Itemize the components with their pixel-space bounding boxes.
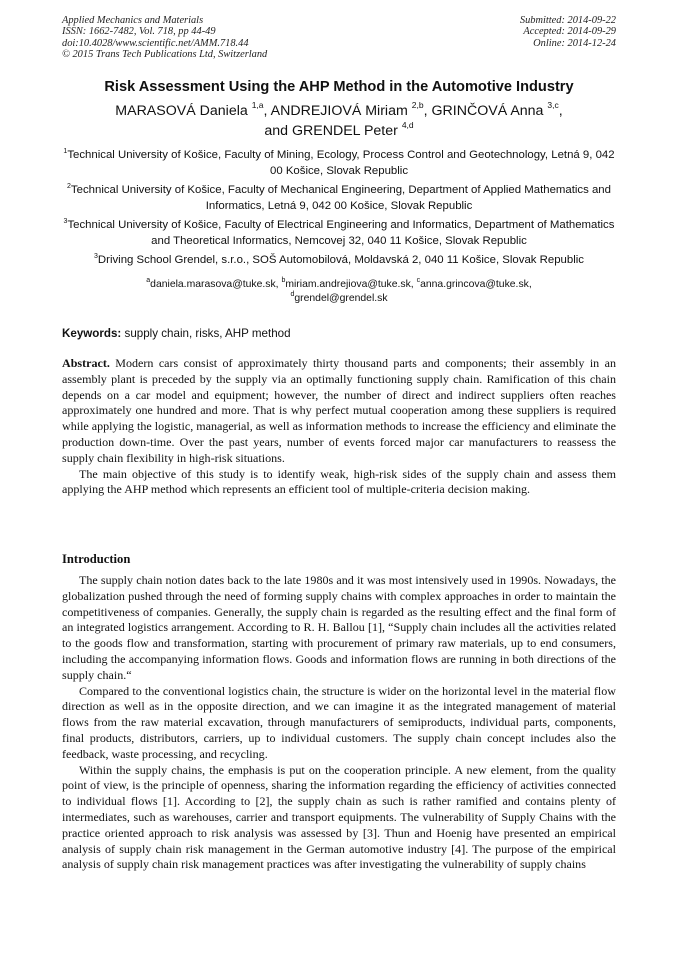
submission-dates xyxy=(356,15,616,49)
author-name: GRINČOVÁ Anna xyxy=(431,103,544,119)
introduction-body xyxy=(62,573,616,873)
email-b: miriam.andrejiova@tuke.sk, xyxy=(285,279,414,290)
email-sup: b xyxy=(281,277,286,284)
affiliation-text: Driving School Grendel, s.r.o., SOŠ Automobilová, Moldavská 2, 040 11 Košice, Slovak Republic xyxy=(97,254,584,266)
affiliation xyxy=(58,183,620,214)
affiliation xyxy=(58,218,620,249)
email-d: grendel@grendel.sk xyxy=(294,293,388,304)
abstract-paragraph xyxy=(62,356,616,467)
keywords xyxy=(62,326,616,341)
affiliation xyxy=(58,253,620,269)
email-a: daniela.marasova@tuke.sk, xyxy=(150,279,279,290)
body-paragraph: The supply chain notion dates back to the late 1980s and it was most intensively used in 1990s. Nowadays, the globalization pushed through the need of forming supply chains with complex approaches in order to maintain the competitiveness of companies. Generally, the supply chain is regarded as the resulting effect and the final form of an integrated logistics arrangement. According to R. H. Ballou [1], “Supply chain includes all the activities related to the goods flow and transformation, starting with procurement of primary raw materials, up to end consumers, including the accompanying information flows. Goods and information flows are running in both directions of the supply chain.“ xyxy=(62,573,616,682)
email-sup: a xyxy=(146,277,151,284)
author-and: and xyxy=(264,123,288,139)
author-name: MARASOVÁ Daniela xyxy=(115,103,248,119)
abstract-paragraph: The main objective of this study is to identify weak, high-risk sides of the supply chain and assess them applying the AHP method which represents an efficient tool of multiple-criteria decision making. xyxy=(62,466,616,497)
submitted-date: Submitted: 2014-09-22 xyxy=(519,15,616,26)
body-paragraph: Within the supply chains, the emphasis is put on the cooperation principle. A new element, from the quality point of view, is the principle of openness, sharing the information regarding the efficiency of activities connected to individual flows [1]. According to [2], the supply chain as such is rather ramified and contains plenty of intermediates, such as warehouses, carrier and transport equipments. The vulnerability of Supply Chains with the practice oriented approach to risk analysis was assessed by [3]. Thun and Hoenig have presented an empirical analysis of supply chain risk management in the German automotive industry [4]. The purpose of the empirical analysis of supply chain risk management practices was after investigating the vulnerability of supply chains xyxy=(62,762,616,872)
abstract-text: Modern cars consist of approximately thirty thousand parts and components; their assembly in an assembly plant is preceded by the supply via an optimally functioning supply chain. Ramification of this chain depends on a car model and equipment; however, the number of direct and indirect suppliers often reaches approximately one hundred and more. That is why perfect mutual cooperation among these suppliers is required while applying the logistic, managerial, as well as information methods to increase the efficiency and eliminate the production down-time. Over the past years, number of events forced major car manufacturers to reassess the supply chain flexibility in high-risk situations. xyxy=(62,356,616,465)
keywords-label: Keywords: xyxy=(62,327,122,340)
affiliation-text: Technical University of Košice, Faculty of Electrical Engineering and Informatics, Department of Mathematics and Theoretical Informatics, Nemcovej 32, 040 11 Košice, Slovak Republic xyxy=(67,219,615,247)
affiliation-num: 2 xyxy=(67,183,71,190)
accepted-date: Accepted: 2014-09-29 xyxy=(523,26,616,38)
abstract xyxy=(62,356,616,498)
email-sup: c xyxy=(416,277,421,284)
section-heading: Introduction xyxy=(62,552,131,566)
author-name: GRENDEL Peter xyxy=(291,123,398,139)
affiliation-num: 3 xyxy=(63,218,68,225)
email-c: anna.grincova@tuke.sk, xyxy=(420,279,532,290)
author-sup: 4,d xyxy=(401,120,414,130)
author-emails xyxy=(58,278,620,306)
email-sup: d xyxy=(290,291,295,298)
affiliation-num: 3 xyxy=(94,253,98,260)
affiliation-text: Technical University of Košice, Faculty of Mechanical Engineering, Department of Applied Mathematics and Informatics, Letná 9, 042 00 Košice, Slovak Republic xyxy=(70,184,611,212)
author-sup: 1,a xyxy=(251,100,264,110)
author-name: ANDREJIOVÁ Miriam xyxy=(270,103,408,119)
author-sup: 3,c xyxy=(547,100,559,110)
journal-info xyxy=(62,15,402,60)
affiliation-text: Technical University of Košice, Faculty of Mining, Ecology, Process Control and Geotechnology, Letná 9, 042 00 Košice, Slovak Republic xyxy=(67,149,615,177)
author-list: MARASOVÁ Daniela $^{1,a}$, ANDREJIOVÁ Miriam $^{2,b}$, GRINČOVÁ Anna $^{3,c}$, and GRENDEL Peter $^{4,d}$ xyxy=(115,100,563,139)
abstract-label: Abstract. xyxy=(62,356,110,370)
online-date: Online: 2014-12-24 xyxy=(533,37,616,49)
keywords-text: supply chain, risks, AHP method xyxy=(124,327,291,340)
affiliation-num: 1 xyxy=(63,148,68,155)
affiliation-list xyxy=(58,148,620,273)
author-sup: 2,b xyxy=(411,100,424,110)
body-paragraph: Compared to the conventional logistics chain, the structure is wider on the horizontal level in the material flow direction as well as in the opposite direction, and we can imagine it as the integrated management of material flows from the raw material excavation, through manufacturers of semiproducts, individual parts, components, final products, distributors, carriers, up to individual customers. The supply chain concept includes also the feedback, waste processing, and recycling. xyxy=(62,683,616,761)
journal-name: Applied Mechanics and Materials xyxy=(62,15,204,26)
journal-doi: doi:10.4028/www.scientific.net/AMM.718.44 xyxy=(62,37,249,49)
journal-issn: ISSN: 1662-7482, Vol. 718, pp 44-49 xyxy=(62,26,216,38)
paper-title: Risk Assessment Using the AHP Method in the Automotive Industry xyxy=(104,79,574,95)
journal-copyright: © 2015 Trans Tech Publications Ltd, Switzerland xyxy=(62,48,268,60)
affiliation xyxy=(58,148,620,179)
